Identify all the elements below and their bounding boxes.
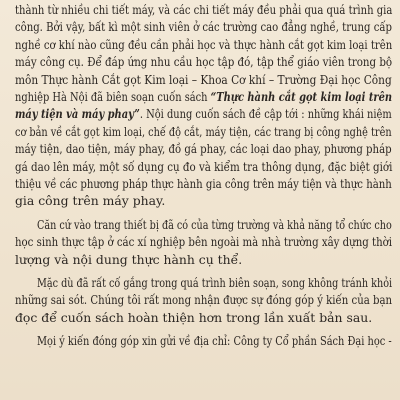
text-line: Căn cứ vào trang thiết bị đã có của từng trường và khả năng tổ chức cho — [37, 216, 392, 232]
text-line: máy tiện và máy phay”. Nội dung cuốn sách đề cập tới : những khái niệm — [15, 106, 392, 122]
text-line: nghiệp Hà Nội đã biên soạn cuốn sách “Thực hành cắt gọt kim loại trên — [15, 89, 393, 104]
text-line: máy tiện, dao tiện, máy phay, đồ gá phay, các loại dao phay, phương pháp — [15, 141, 392, 157]
text-line: cơ bản về cắt gọt kim loại, chế độ cắt, máy tiện, các trang bị công nghệ trên — [15, 123, 392, 139]
text-line: đọc để cuốn sách hoàn thiện hơn trong lần xuất bản sau. — [15, 309, 373, 325]
text-line: máy công cụ. Để đáp ứng nhu cầu học tập đó, tập thể giáo viên trong bộ — [15, 54, 393, 70]
text-line: Mặc dù đã rất cố gắng trong quá trình biên soạn, song không tránh khỏi — [37, 275, 393, 290]
text-line: môn Thực hành Cắt gọt Kim loại – Khoa Cơ khí – Trường Đại học Công — [15, 71, 392, 87]
text-line: nghề cơ khí nào cũng đều cần phải học và thực hành cắt gọt kim loại trên — [15, 36, 393, 52]
book-title-emphasis: “Thực hành cắt gọt kim loại trên — [210, 89, 393, 104]
text-line: học sinh thực tập ở các xí nghiệp bên ngoài mà nhà trường xây dựng thời — [15, 234, 393, 250]
text-line: những sai sót. Chúng tôi rất mong nhận được sự đóng góp ý kiến của bạn — [15, 292, 393, 308]
text-line: gá dao lên máy, một số dụng cụ đo và kiểm tra thông dụng, đặc biệt giới — [15, 158, 393, 174]
book-title-emphasis: máy tiện và máy phay” — [15, 106, 140, 122]
text-line: lượng và nội dung thực hành cụ thể. — [15, 251, 243, 267]
text-line: Mọi ý kiến đóng góp xin gửi về địa chỉ: Công ty Cổ phần Sách Đại học - — [37, 333, 392, 349]
text-line: thiệu về các phương pháp thực hành gia công trên máy tiện và thực hành — [15, 176, 392, 191]
text-line: thành từ nhiều chi tiết máy, và các chi tiết máy đều phải qua quá trình gia — [15, 2, 393, 17]
text-line: công. Bởi vậy, bất kì một sinh viên ở các trường cao đẳng nghề, trung cấp — [15, 19, 392, 35]
text-line: gia công trên máy phay. — [15, 193, 166, 209]
